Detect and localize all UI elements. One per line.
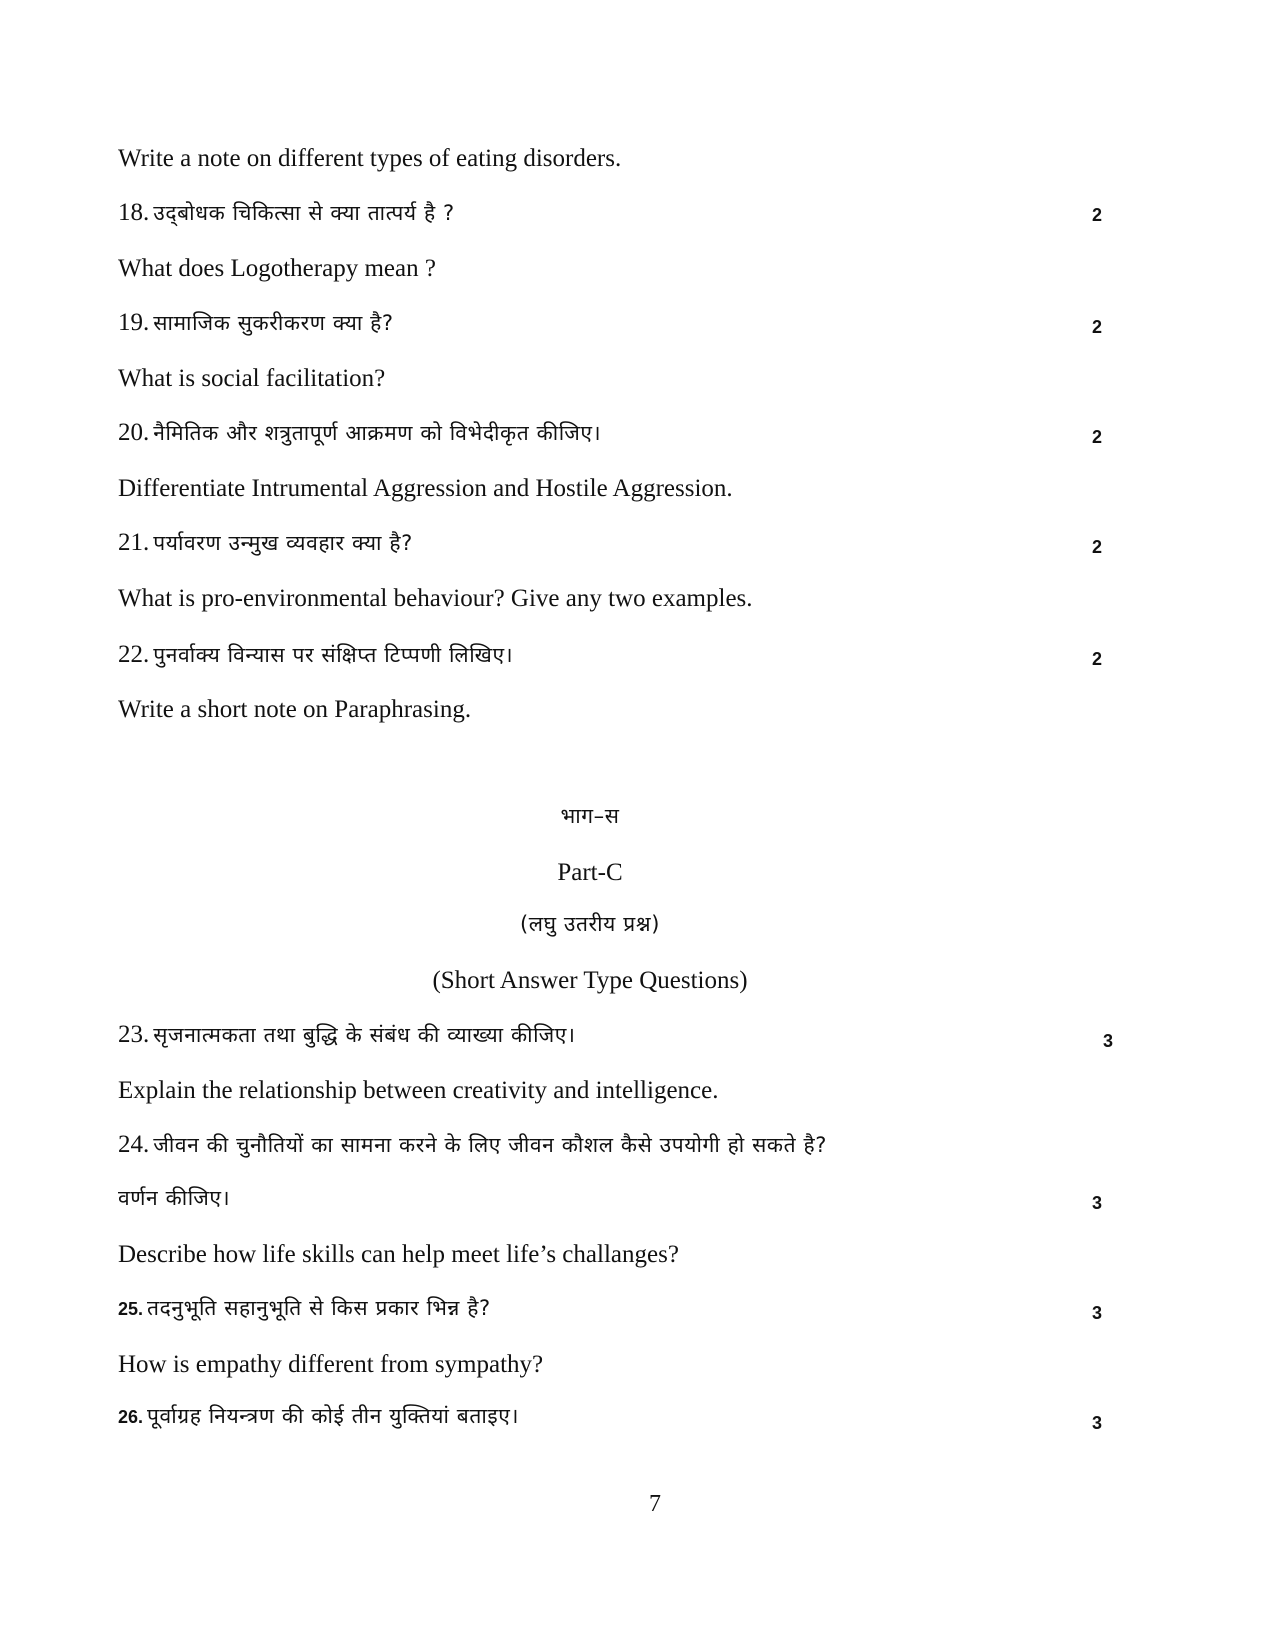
question-21-english: What is pro-environmental behaviour? Give any two examples. [118, 585, 753, 612]
question-26-marks: 3 [1092, 1413, 1103, 1433]
eating-disorders-question-english: Write a note on different types of eating disorders. [118, 145, 622, 172]
question-20-english: Differentiate Intrumental Aggression and Hostile Aggression. [118, 475, 733, 502]
section-subtitle-english: (Short Answer Type Questions) [432, 967, 748, 994]
question-21-marks: 2 [1092, 537, 1103, 557]
question-23-english: Explain the relationship between creativity and intelligence. [118, 1077, 719, 1104]
question-22-hindi [118, 642, 513, 667]
question-18-marks: 2 [1092, 205, 1103, 225]
question-20-hindi [118, 420, 601, 445]
question-text-hindi: पर्यावरण उन्मुख व्यवहार क्या है? [153, 531, 413, 555]
question-number: 24. [118, 1131, 150, 1158]
page-number: 7 [649, 1491, 661, 1517]
question-number: 21. [118, 529, 150, 556]
question-number: 26. [118, 1407, 144, 1427]
question-21-hindi [118, 530, 413, 555]
question-text-hindi: पूर्वाग्रह नियन्त्रण की कोई तीन युक्तियां बताइए। [147, 1404, 520, 1428]
question-number: 19. [118, 309, 150, 336]
question-18-hindi [118, 200, 455, 225]
question-19-marks: 2 [1092, 317, 1103, 337]
question-number: 20. [118, 419, 150, 446]
question-text-hindi: सामाजिक सुकरीकरण क्या है? [153, 311, 394, 335]
question-26-hindi [118, 1406, 519, 1427]
question-19-hindi [118, 310, 394, 335]
question-19-english: What is social facilitation? [118, 365, 386, 392]
question-number: 25. [118, 1299, 144, 1319]
question-25-marks: 3 [1092, 1303, 1103, 1323]
question-24-hindi-continued: वर्णन कीजिए। [118, 1186, 231, 1210]
question-24-hindi [118, 1132, 827, 1157]
question-number: 18. [118, 199, 150, 226]
question-24-english: Describe how life skills can help meet life’s challanges? [118, 1241, 679, 1268]
question-22-english: Write a short note on Paraphrasing. [118, 696, 472, 723]
question-25-english: How is empathy different from sympathy? [118, 1351, 544, 1378]
question-text-hindi: सृजनात्मकता तथा बुद्धि के संबंध की व्याख्या कीजिए। [153, 1023, 576, 1047]
question-24-marks: 3 [1092, 1193, 1103, 1213]
question-text-hindi: जीवन की चुनौतियों का सामना करने के लिए जीवन कौशल कैसे उपयोगी हो सकते है? [153, 1133, 827, 1157]
question-23-hindi [118, 1022, 576, 1047]
question-25-hindi [118, 1298, 491, 1319]
section-title-english: Part-C [557, 859, 623, 886]
question-18-english: What does Logotherapy mean ? [118, 255, 436, 282]
question-number: 22. [118, 641, 150, 668]
question-text-hindi: तदनुभूति सहानुभूति से किस प्रकार भिन्न है? [147, 1296, 491, 1320]
question-text-hindi: नैमितिक और शत्रुतापूर्ण आक्रमण को विभेदीकृत कीजिए। [153, 421, 602, 445]
question-number: 23. [118, 1021, 150, 1048]
section-subtitle-hindi: (लघु उतरीय प्रश्न) [519, 912, 661, 936]
question-20-marks: 2 [1092, 427, 1103, 447]
section-title-hindi: भाग–स [560, 804, 620, 828]
question-23-marks: 3 [1103, 1031, 1114, 1051]
question-22-marks: 2 [1092, 649, 1103, 669]
question-text-hindi: पुनर्वाक्य विन्यास पर संक्षिप्त टिप्पणी लिखिए। [153, 643, 514, 667]
question-text-hindi: उद्‌बोधक चिकित्सा से क्या तात्पर्य है ? [153, 201, 455, 225]
